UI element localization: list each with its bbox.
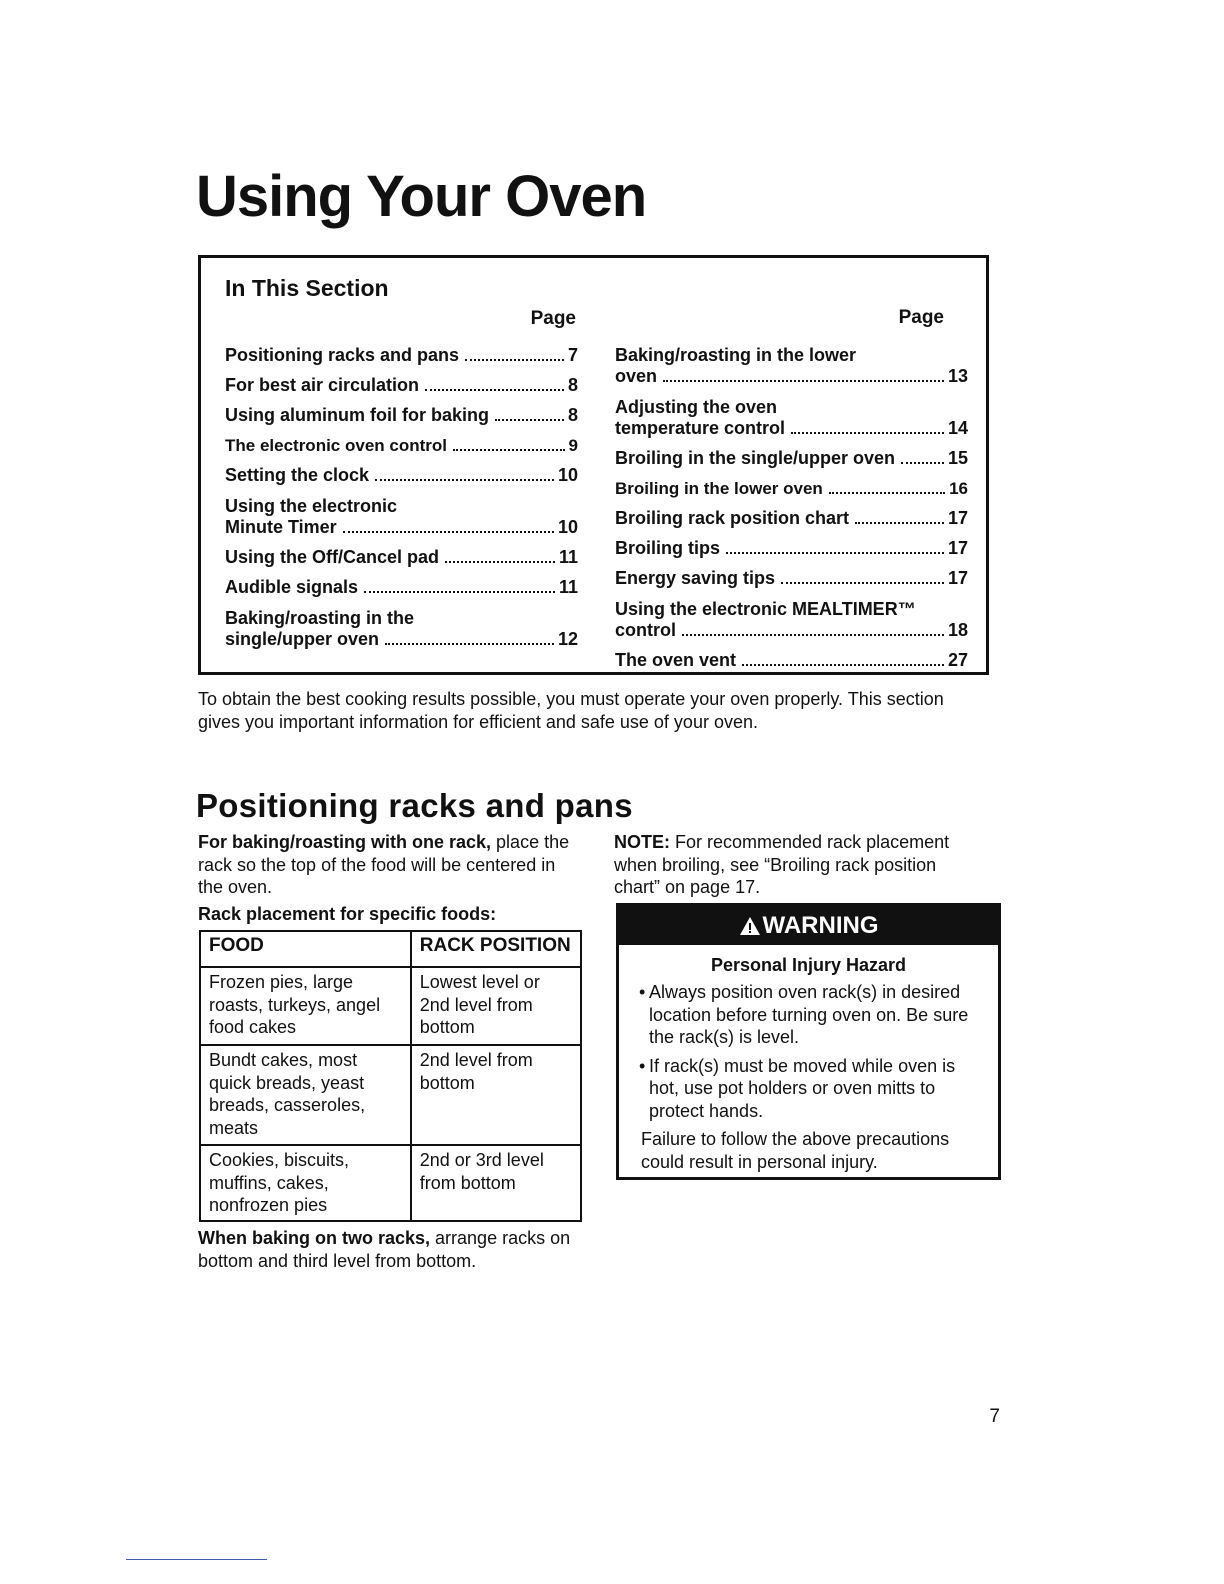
one-rack-paragraph (198, 831, 573, 899)
intro-paragraph: To obtain the best cooking results possible, you must operate your oven properly. This section gives you important information for efficient and safe use of your oven. (198, 689, 944, 732)
toc-page-label: Page (898, 307, 944, 328)
toc-entry[interactable]: Using the Off/Cancel pad 11 (225, 547, 578, 567)
toc-entry[interactable]: Broiling tips 17 (615, 538, 968, 558)
warning-triangle-icon (739, 916, 761, 936)
toc-entry[interactable]: Using the electronic MEALTIMER™ control 18 (615, 599, 968, 640)
table-row (200, 1045, 581, 1145)
toc-entry[interactable]: Audible signals 11 (225, 577, 578, 597)
table-header: FOOD (200, 931, 411, 967)
toc-entry[interactable]: Using the electronic Minute Timer 10 (225, 496, 578, 537)
two-racks-text: arrange racks on bottom and third level from bottom. (198, 1228, 571, 1271)
table-cell: Bundt cakes, most quick breads, yeast breads, casseroles, meats (200, 1045, 411, 1145)
bullet-icon: • (639, 982, 646, 1002)
warning-footer: Failure to follow the above precautions could result in personal injury. (641, 1129, 950, 1172)
two-racks-bold: When baking on two racks, (198, 1228, 431, 1248)
toc-entry[interactable]: Positioning racks and pans 7 (225, 345, 578, 365)
table-header: RACK POSITION (411, 931, 581, 967)
warning-title: WARNING (762, 911, 879, 939)
table-cell: 2nd level from bottom (411, 1045, 581, 1145)
table-row (200, 967, 581, 1045)
footer-rule (126, 1559, 267, 1560)
toc-entry[interactable]: Broiling in the lower oven 16 (615, 479, 968, 498)
toc-entry[interactable]: Setting the clock 10 (225, 465, 578, 485)
page-title: Using Your Oven (196, 164, 647, 229)
toc-heading: In This Section (225, 275, 389, 301)
warning-header (619, 906, 998, 945)
bullet-icon: • (639, 1055, 646, 1076)
toc-entry[interactable]: For best air circulation 8 (225, 375, 578, 395)
note-label: NOTE: (614, 832, 670, 852)
toc-entry[interactable]: Baking/roasting in the lower oven 13 (615, 345, 968, 386)
one-rack-text: place the rack so the top of the food will be centered in the oven. (198, 832, 570, 897)
warning-bullet: • Always position oven rack(s) in desired location before turning oven on. Be sure the rack(s) is level. (639, 982, 969, 1047)
toc-entry[interactable]: Broiling in the single/upper oven 15 (615, 448, 968, 468)
warning-bullet: • If rack(s) must be moved while oven is hot, use pot holders or oven mitts to protect hands. (639, 1055, 956, 1121)
toc-entry[interactable]: The oven vent 27 (615, 650, 968, 670)
table-header-row (200, 931, 581, 967)
toc-entry[interactable]: Adjusting the oven temperature control 14 (615, 397, 968, 438)
toc-right-column (615, 307, 968, 671)
toc-entry[interactable]: The electronic oven control 9 (225, 436, 578, 455)
table-cell: 2nd or 3rd level from bottom (411, 1145, 581, 1221)
table-cell: Cookies, biscuits, muffins, cakes, nonfrozen pies (200, 1145, 411, 1221)
two-racks-paragraph (198, 1227, 578, 1272)
warning-subtitle: Personal Injury Hazard (710, 955, 907, 975)
toc-entry[interactable]: Energy saving tips 17 (615, 568, 968, 588)
one-rack-bold: For baking/roasting with one rack, (198, 832, 492, 852)
toc-entry[interactable]: Baking/roasting in the single/upper oven 12 (225, 608, 578, 649)
warning-box (616, 903, 1001, 1180)
page-number: 7 (989, 1406, 1000, 1427)
table-cell: Lowest level or 2nd level from bottom (411, 967, 581, 1045)
toc-left-column (225, 308, 578, 650)
table-caption: Rack placement for specific foods: (198, 904, 497, 924)
note-paragraph (614, 831, 984, 899)
toc-page-label: Page (530, 308, 576, 329)
toc-entry[interactable]: Using aluminum foil for baking 8 (225, 405, 578, 425)
note-text: For recommended rack placement when broiling, see “Broiling rack position chart” on page 17. (614, 832, 950, 897)
table-row (200, 1145, 581, 1221)
rack-placement-table (199, 930, 582, 1222)
section-title: Positioning racks and pans (196, 787, 633, 824)
toc-entry[interactable]: Broiling rack position chart 17 (615, 508, 968, 528)
table-cell: Frozen pies, large roasts, turkeys, angel food cakes (200, 967, 411, 1045)
toc-box (198, 255, 989, 675)
